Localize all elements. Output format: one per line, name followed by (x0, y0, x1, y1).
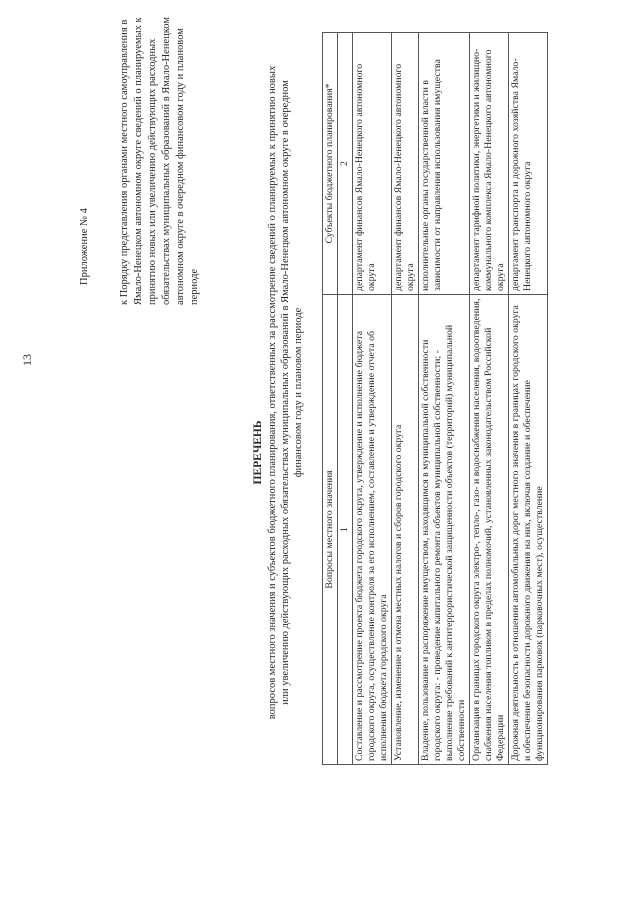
page-number: 13 (20, 354, 34, 366)
subject-cell: департамент финансов Ямало-Ненецкого автономного округа (392, 33, 419, 295)
appendix-text: к Порядку представления органами местного самоуправления в Ямало-Ненецком автономном округе сведений о планируемых к принятию новых или увеличению действующих расходных обязательствах муниципальных образований в Ямало-Ненецком автономном округе в очередном финансовом году и плановом периоде (119, 16, 200, 305)
header-questions: Вопросы местного значения (323, 295, 338, 765)
table-row (392, 33, 419, 765)
subject-cell: департамент тарифной политики, энергетики и жилищно-коммунального комплекса Ямало-Ненецкого автономного округа (470, 33, 509, 295)
question-cell: Составление и рассмотрение проекта бюджета городского округа, утверждение и исполнение бюджета городского округа, осуществление контроля за его исполнением, составление и утверждение отчета об исполнении бюджета городского округа (353, 295, 392, 765)
table-row (509, 33, 548, 765)
table-row (470, 33, 509, 765)
subject-cell: департамент транспорта и дорожного хозяйства Ямало-Ненецкого автономного округа (509, 33, 548, 295)
table-row (419, 33, 470, 765)
table-header-row (323, 33, 338, 765)
questions-table (322, 32, 548, 765)
subject-cell: исполнительные органы государственной власти в зависимости от направления использования имущества (419, 33, 470, 295)
subject-cell: департамент финансов Ямало-Ненецкого автономного округа (353, 33, 392, 295)
document-title: ПЕРЕЧЕНЬ (252, 420, 264, 485)
column-number-row (338, 33, 353, 765)
document-subtitle: вопросов местного значения и субъектов бюджетного планирования, ответственных за рассмотрение сведений о планируемых к принятию новых или увеличению действующих расходных обязательствах муниципальных образований в Ямало-Ненецком автономном округе в очередном финансовом году и плановом периоде (267, 65, 304, 720)
table-row (353, 33, 392, 765)
header-subjects: Субъекты бюджетного планирования* (323, 33, 338, 295)
question-cell: Дорожная деятельность в отношении автомобильных дорог местного значения в границах городского округа и обеспечение безопасности дорожного движения на них, включая создание и обеспечение функционирования парковок (парковочных мест), осуществление (509, 295, 548, 765)
question-cell: Организация в границах городского округа электро-, тепло-, газо- и водоснабжения населения, водоотведения, снабжения населения топливом в пределах полномочий, установленных законодательством Российской Федерации (470, 295, 509, 765)
appendix-block (78, 15, 202, 305)
question-cell: Владение, пользование и распоряжение имуществом, находящимся в муниципальной собственности городского округа: - проведение капитального ремонта объектов муниципальной собственности; - выполнение требований к антитеррористической защищенности объектов (территорий) муниципальной собственности (419, 295, 470, 765)
question-cell: Установление, изменение и отмена местных налогов и сборов городского округа (392, 295, 419, 765)
column-number-2: 2 (338, 33, 353, 295)
appendix-title: Приложение № 4 (79, 208, 90, 285)
column-number-1: 1 (338, 295, 353, 765)
